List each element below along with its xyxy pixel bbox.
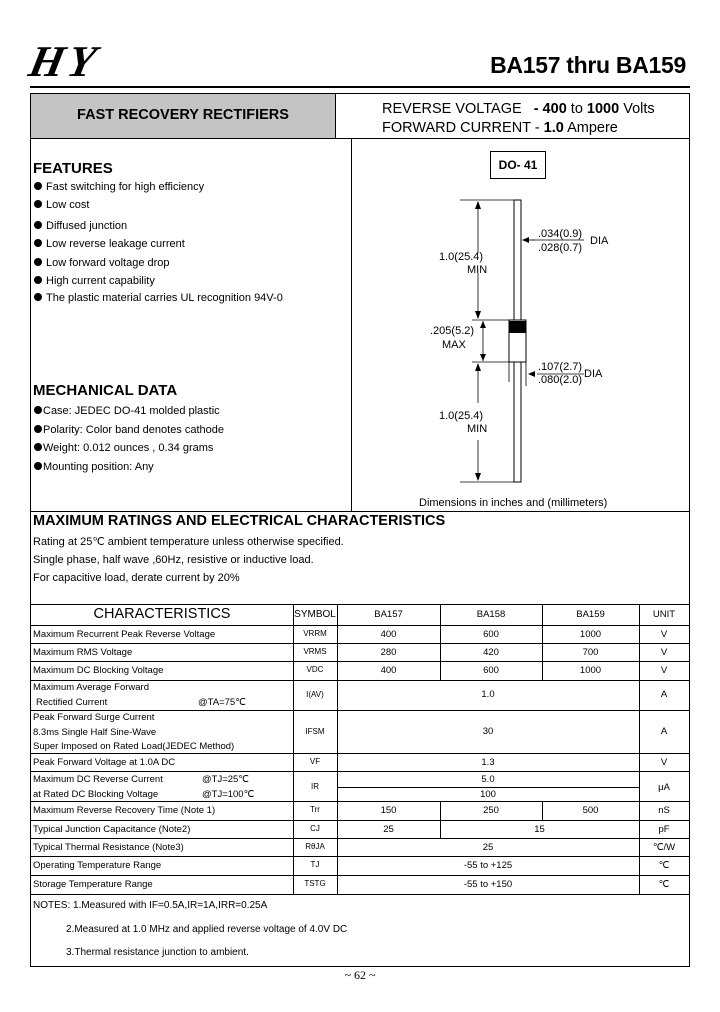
table-row-label: Peak Forward Voltage at 1.0A DC: [33, 757, 176, 768]
feature-item: Fast switching for high efficiency: [34, 181, 204, 193]
col-symbol: SYMBOL: [294, 609, 336, 620]
features-heading: FEATURES: [33, 160, 113, 177]
row-value: 400: [380, 665, 397, 676]
row-symbol: VDC: [306, 665, 324, 674]
feature-item: Diffused junction: [34, 220, 127, 232]
divider-ratings: [31, 511, 689, 512]
mechanical-item: Polarity: Color band denotes cathode: [34, 424, 224, 436]
row-value: 1.0: [481, 689, 495, 700]
row-unit: V: [660, 665, 668, 676]
row-value: 150: [380, 805, 397, 816]
part-title: BA157 thru BA159: [490, 52, 686, 78]
row-value: 420: [483, 647, 499, 658]
divider-top: [31, 138, 689, 139]
row-value: 700: [582, 647, 599, 658]
logo-text: HY: [24, 37, 105, 86]
dimensions-note: Dimensions in inches and (millimeters): [419, 497, 608, 509]
row-value: 1000: [579, 629, 602, 640]
col-characteristics: CHARACTERISTICS: [93, 606, 231, 622]
table-row-label: Typical Junction Capacitance (Note2): [33, 824, 191, 835]
row-value: 15: [534, 824, 545, 835]
table-row-label: Maximum DC Blocking Voltage: [33, 665, 164, 676]
body-dia-min: .080(2.0): [538, 374, 583, 386]
row-value: 400: [380, 629, 397, 640]
table-row-label: Maximum DC Reverse Current: [33, 774, 163, 785]
bullet-icon: [34, 406, 42, 414]
feature-item: Low cost: [34, 199, 89, 211]
note-2: 2.Measured at 1.0 MHz and applied reverse voltage of 4.0V DC: [66, 924, 348, 935]
divider-title-vertical: [335, 94, 336, 138]
table-row-label: at Rated DC Blocking Voltage: [33, 789, 159, 800]
row-symbol: VRRM: [303, 629, 327, 638]
ratings-heading: MAXIMUM RATINGS AND ELECTRICAL CHARACTERISTICS: [33, 513, 446, 529]
fwd-current-value: 1.0: [543, 120, 564, 136]
package-outline-drawing: [352, 178, 688, 511]
row-symbol: VRMS: [303, 647, 327, 656]
col-ba158: BA158: [476, 609, 506, 620]
rev-voltage-unit: Volts: [623, 101, 655, 117]
row-value: 280: [380, 647, 397, 658]
rating-condition: For capacitive load, derate current by 20%: [33, 572, 240, 584]
row-symbol: RθJA: [305, 842, 325, 851]
feature-item: Low forward voltage drop: [34, 257, 170, 269]
feature-item: Low reverse leakage current: [34, 238, 185, 250]
row-value: 5.0: [481, 774, 495, 785]
col-unit: UNIT: [652, 609, 676, 620]
table-row-label: Rectified Current: [36, 697, 108, 708]
bullet-icon: [34, 462, 42, 470]
row-value: 100: [480, 789, 496, 800]
row-value: 500: [582, 805, 599, 816]
row-unit: pF: [658, 824, 670, 835]
rev-voltage-max: 1000: [586, 101, 620, 117]
lead-dia-label: DIA: [590, 235, 609, 247]
lead-dia-min: .028(0.7): [538, 242, 583, 254]
fwd-current-label: FORWARD CURRENT -: [382, 120, 540, 136]
table-row-label: Super Imposed on Rated Load(JEDEC Method): [33, 741, 235, 752]
rev-voltage-to: to: [570, 101, 583, 117]
table-row-label: Maximum RMS Voltage: [33, 647, 133, 658]
col-ba157: BA157: [374, 609, 403, 620]
forward-current-spec: [382, 120, 618, 136]
rating-condition: Single phase, half wave ,60Hz, resistive or inductive load.: [33, 554, 314, 566]
bullet-icon: [34, 276, 42, 284]
body-dia-label: DIA: [584, 368, 603, 380]
table-row-label: Peak Forward Surge Current: [33, 712, 155, 723]
mechanical-heading: MECHANICAL DATA: [33, 382, 178, 399]
col-ba159: BA159: [576, 609, 605, 620]
table-row-label: Operating Temperature Range: [33, 860, 162, 871]
row-unit: V: [660, 757, 668, 768]
table-row-label: Typical Thermal Resistance (Note3): [33, 842, 184, 853]
row-symbol: TJ: [310, 860, 320, 869]
package-label: DO- 41: [490, 151, 546, 179]
page-number: ~ 62 ~: [344, 968, 376, 982]
row-unit: ℃: [658, 879, 670, 890]
row-unit: nS: [658, 805, 670, 816]
table-row-label: Storage Temperature Range: [33, 879, 153, 890]
feature-item: The plastic material carries UL recognition 94V-0: [34, 292, 283, 304]
feature-item: High current capability: [34, 275, 155, 287]
row-symbol: I(AV): [306, 690, 324, 699]
row-symbol: CJ: [310, 824, 320, 833]
table-row-label: Maximum Average Forward: [33, 682, 149, 693]
table-row-label: Maximum Recurrent Peak Reverse Voltage: [33, 629, 216, 640]
rev-voltage-min: - 400: [533, 101, 567, 117]
bullet-icon: [34, 182, 42, 190]
row-unit: A: [660, 689, 668, 700]
row-symbol: IFSM: [305, 727, 325, 736]
row-value: -55 to +150: [463, 879, 513, 890]
product-type-title: FAST RECOVERY RECTIFIERS: [77, 107, 289, 123]
row-value: -55 to +125: [463, 860, 513, 871]
reverse-voltage-spec: [382, 101, 655, 117]
table-rule: [31, 604, 689, 605]
row-unit: V: [660, 629, 668, 640]
rating-condition: Rating at 25℃ ambient temperature unless otherwise specified.: [33, 536, 344, 548]
mechanical-item: Case: JEDEC DO-41 molded plastic: [34, 405, 220, 417]
bullet-icon: [34, 258, 42, 266]
row-value: 250: [483, 805, 499, 816]
row-value: 25: [383, 824, 394, 835]
row-symbol: IR: [311, 782, 319, 791]
lead-min-top: MIN: [467, 264, 488, 276]
company-logo: [24, 37, 166, 86]
mechanical-item: Mounting position: Any: [34, 461, 154, 473]
row-value: 1000: [579, 665, 602, 676]
row-unit: ℃/W: [652, 842, 676, 853]
row-symbol: TSTG: [304, 879, 326, 888]
row-unit: A: [660, 726, 668, 737]
body-max: MAX: [442, 339, 466, 351]
body-dia-max: .107(2.7): [538, 361, 583, 373]
row-symbol: Trr: [310, 805, 320, 814]
row-condition: @TA=75℃: [198, 697, 246, 708]
row-condition: @TJ=25℃: [202, 774, 249, 785]
bullet-icon: [34, 443, 42, 451]
fwd-current-unit: Ampere: [567, 120, 618, 136]
top-lead: [514, 200, 521, 320]
bottom-lead: [514, 362, 521, 482]
note-1: NOTES: 1.Measured with IF=0.5A,IR=1A,IRR=0.25A: [33, 900, 268, 911]
row-value: 600: [483, 665, 499, 676]
row-condition: @TJ=100℃: [202, 789, 255, 800]
bullet-icon: [34, 221, 42, 229]
note-3: 3.Thermal resistance junction to ambient.: [66, 947, 249, 958]
lead-length-top: 1.0(25.4): [439, 251, 484, 263]
rev-voltage-label: REVERSE VOLTAGE: [382, 101, 522, 117]
bullet-icon: [34, 293, 42, 301]
row-value: 25: [482, 842, 494, 853]
row-unit: ℃: [658, 860, 670, 871]
row-unit: μA: [658, 782, 670, 793]
mechanical-item: Weight: 0.012 ounces , 0.34 grams: [34, 442, 213, 454]
header-rule: [30, 86, 690, 88]
row-unit: V: [660, 647, 668, 658]
body-length: .205(5.2): [430, 325, 475, 337]
bullet-icon: [34, 239, 42, 247]
bullet-icon: [34, 425, 42, 433]
lead-length-bottom: 1.0(25.4): [439, 410, 484, 422]
row-value: 600: [483, 629, 499, 640]
row-value: 1.3: [481, 757, 495, 768]
bullet-icon: [34, 200, 42, 208]
row-symbol: VF: [309, 757, 321, 766]
lead-min-bottom: MIN: [467, 423, 488, 435]
cathode-band: [509, 321, 526, 333]
lead-dia-max: .034(0.9): [538, 228, 583, 240]
table-row-label: Maximum Reverse Recovery Time (Note 1): [33, 805, 216, 816]
row-value: 30: [482, 726, 494, 737]
table-row-label: 8.3ms Single Half Sine-Wave: [33, 727, 157, 738]
